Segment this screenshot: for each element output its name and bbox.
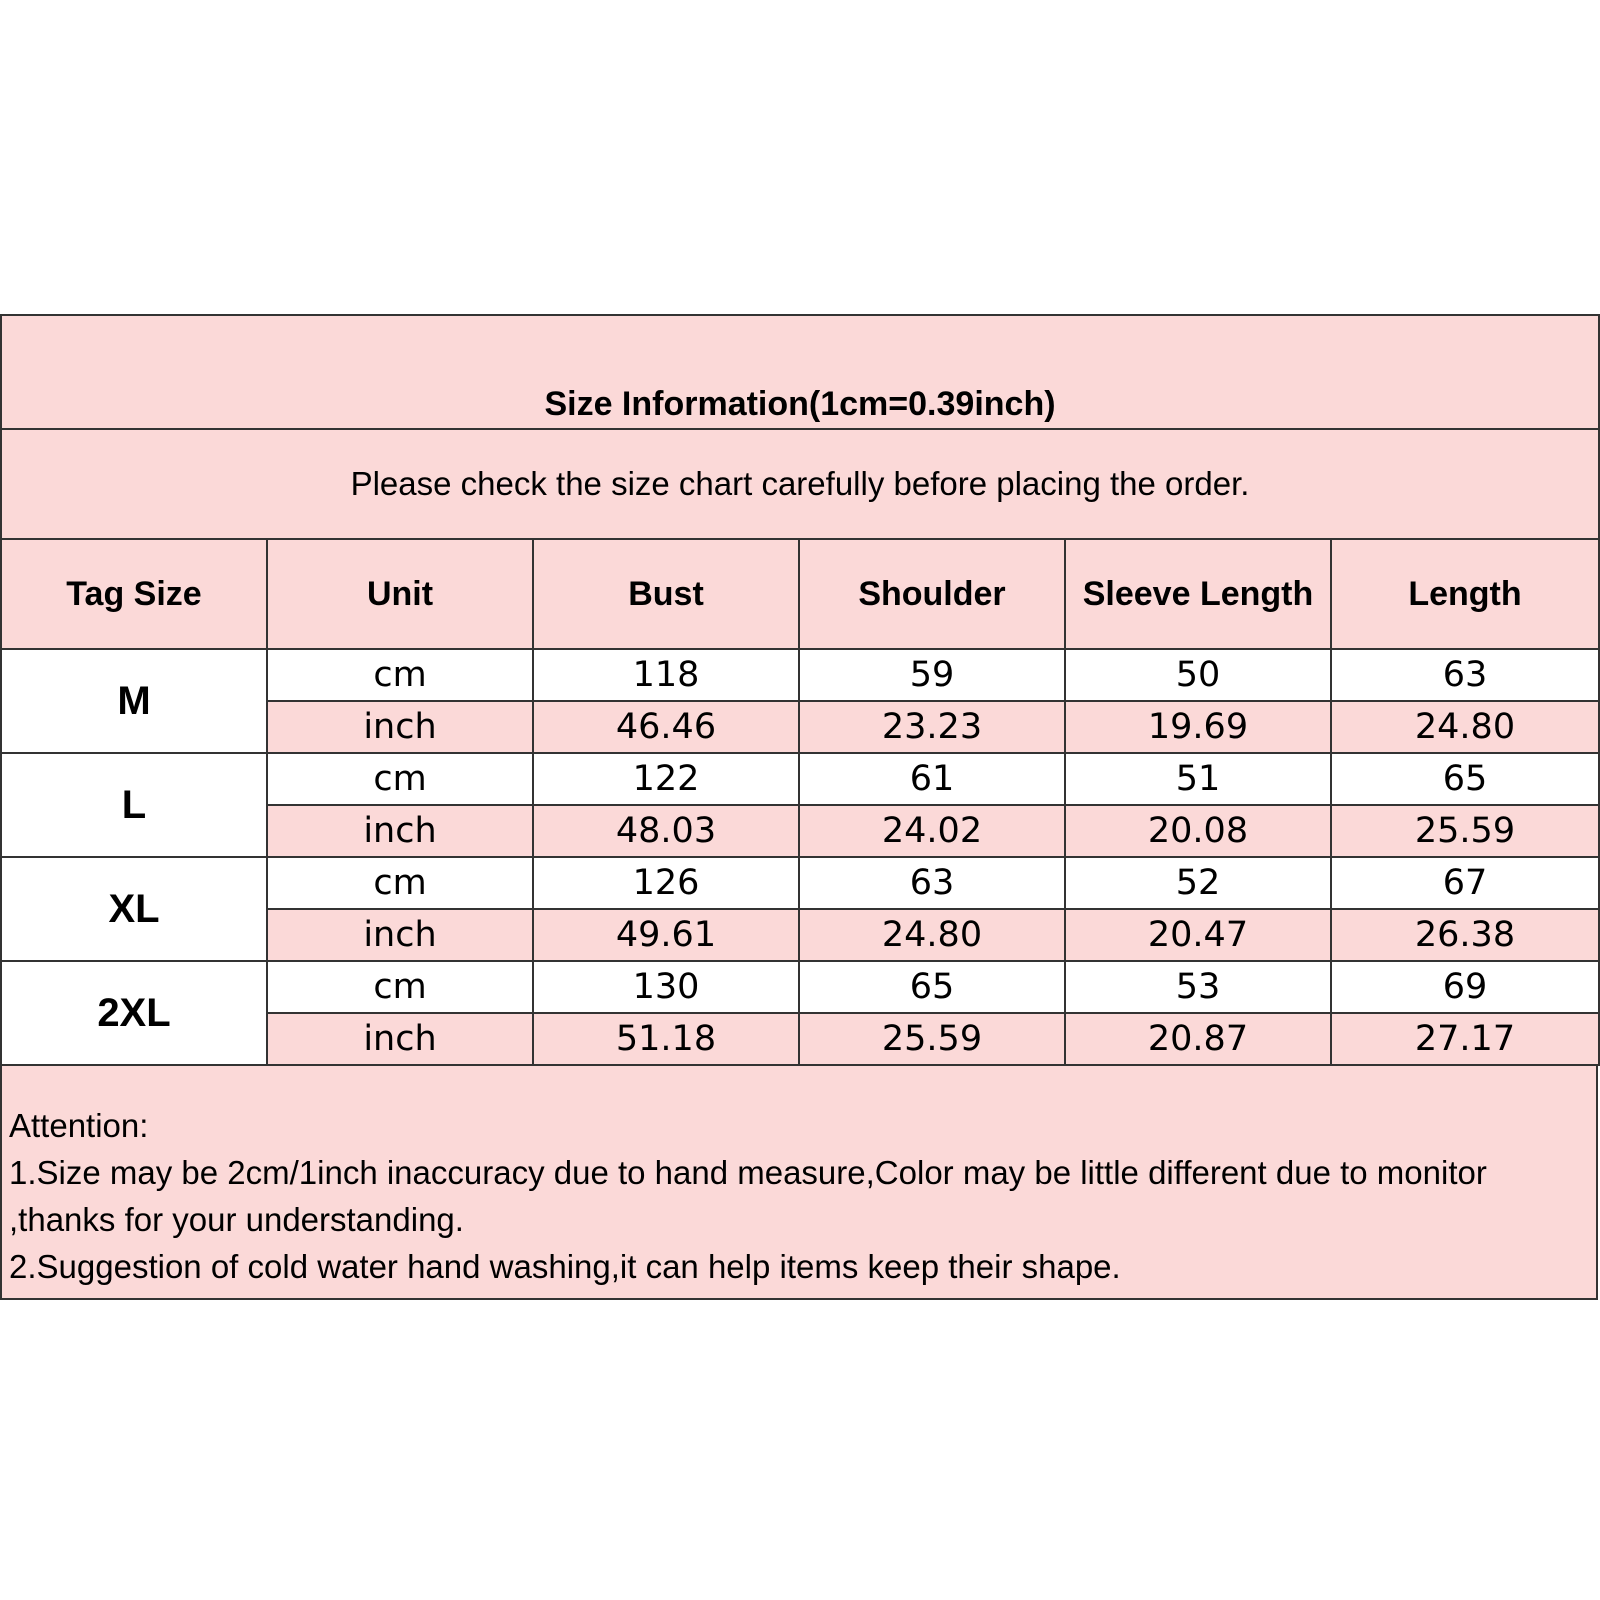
header-shoulder: Shoulder [799,539,1065,649]
tag-size-cell: L [1,753,267,857]
shoulder-cell: 25.59 [799,1013,1065,1065]
table-row [1,649,1599,701]
header-unit: Unit [267,539,533,649]
shoulder-cell: 23.23 [799,701,1065,753]
header-row [1,539,1599,649]
header-tag-size: Tag Size [1,539,267,649]
length-cell: 67 [1331,857,1599,909]
shoulder-cell: 24.02 [799,805,1065,857]
attention-heading: Attention: [9,1107,149,1144]
length-cell: 27.17 [1331,1013,1599,1065]
shoulder-cell: 65 [799,961,1065,1013]
sleeve-length-cell: 20.87 [1065,1013,1331,1065]
length-cell: 65 [1331,753,1599,805]
table-row [1,961,1599,1013]
chart-title: Size Information(1cm=0.39inch) [1,315,1599,429]
bust-cell: 51.18 [533,1013,799,1065]
tag-size-cell: XL [1,857,267,961]
bust-cell: 118 [533,649,799,701]
tag-size-cell: M [1,649,267,753]
header-length: Length [1331,539,1599,649]
unit-cell: inch [267,1013,533,1065]
sleeve-length-cell: 52 [1065,857,1331,909]
length-cell: 63 [1331,649,1599,701]
attention-item: 2.Suggestion of cold water hand washing,it can help items keep their shape. [9,1248,1121,1285]
length-cell: 26.38 [1331,909,1599,961]
header-bust: Bust [533,539,799,649]
unit-cell: inch [267,805,533,857]
length-cell: 25.59 [1331,805,1599,857]
shoulder-cell: 59 [799,649,1065,701]
length-cell: 24.80 [1331,701,1599,753]
sleeve-length-cell: 53 [1065,961,1331,1013]
unit-cell: inch [267,701,533,753]
table-row [1,857,1599,909]
length-cell: 69 [1331,961,1599,1013]
size-chart [0,314,1598,1300]
bust-cell: 126 [533,857,799,909]
attention-notes [0,1066,1598,1300]
chart-subtitle: Please check the size chart carefully before placing the order. [1,429,1599,539]
header-sleeve-length: Sleeve Length [1065,539,1331,649]
table-row [1,753,1599,805]
unit-cell: inch [267,909,533,961]
sleeve-length-cell: 19.69 [1065,701,1331,753]
shoulder-cell: 24.80 [799,909,1065,961]
sleeve-length-cell: 51 [1065,753,1331,805]
sleeve-length-cell: 20.47 [1065,909,1331,961]
bust-cell: 49.61 [533,909,799,961]
shoulder-cell: 63 [799,857,1065,909]
bust-cell: 122 [533,753,799,805]
shoulder-cell: 61 [799,753,1065,805]
sleeve-length-cell: 50 [1065,649,1331,701]
unit-cell: cm [267,961,533,1013]
bust-cell: 130 [533,961,799,1013]
attention-item: 1.Size may be 2cm/1inch inaccuracy due to hand measure,Color may be little different due to monitor ,thanks for your understanding. [9,1154,1487,1238]
unit-cell: cm [267,857,533,909]
unit-cell: cm [267,753,533,805]
bust-cell: 48.03 [533,805,799,857]
bust-cell: 46.46 [533,701,799,753]
tag-size-cell: 2XL [1,961,267,1065]
sleeve-length-cell: 20.08 [1065,805,1331,857]
unit-cell: cm [267,649,533,701]
size-table [0,314,1600,1066]
